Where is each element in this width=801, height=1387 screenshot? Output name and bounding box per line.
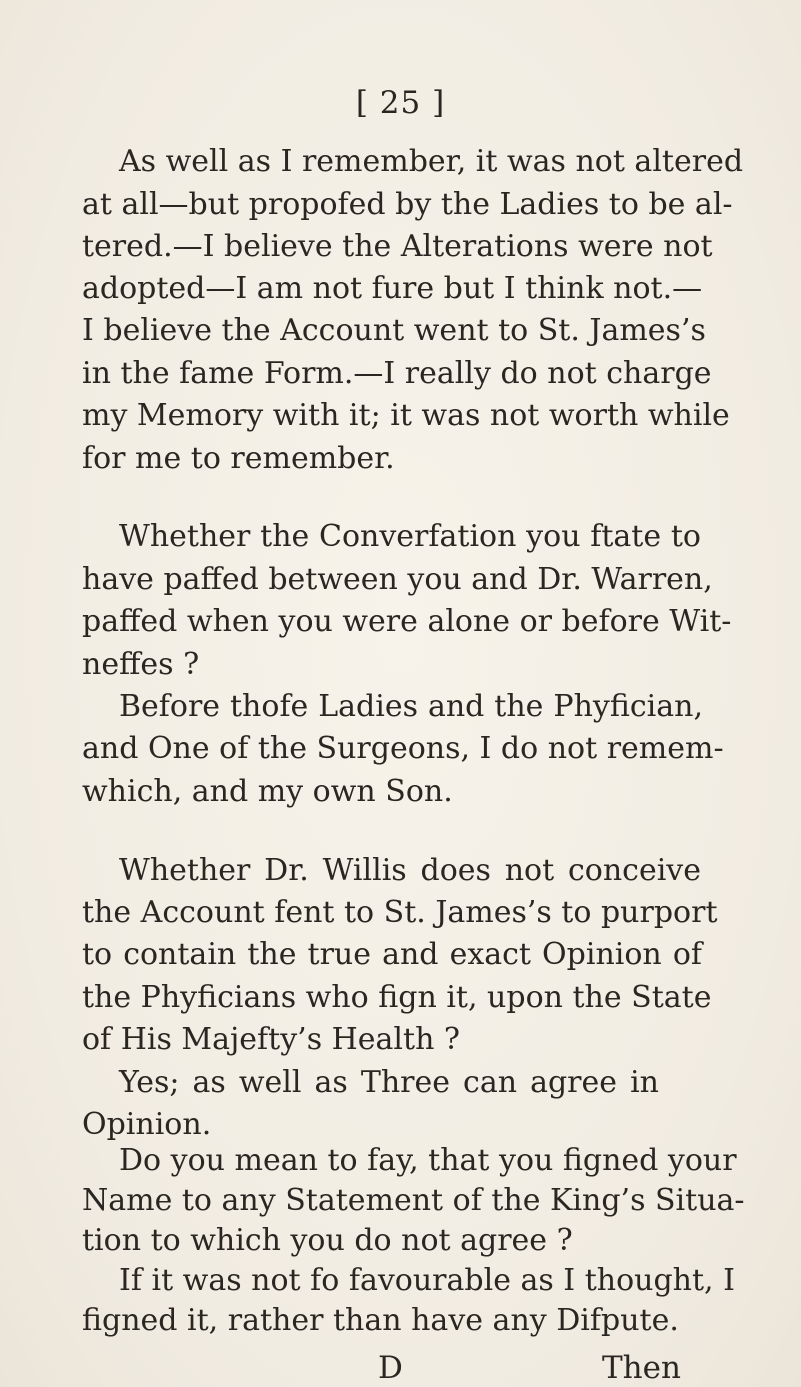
catchword: Then	[602, 1350, 681, 1386]
text-line: Whether the Converfation you ftate to	[119, 519, 701, 554]
text-line: Opinion.	[82, 1107, 212, 1142]
text-line: If it was not fo favourable as I thought, I	[119, 1263, 735, 1298]
text-line: in the fame Form.—I really do not charge	[82, 356, 712, 391]
text-line: and One of the Surgeons, I do not remem-	[82, 731, 724, 766]
text-line: neffes ?	[82, 647, 200, 682]
text-line: paffed when you were alone or before Wit-	[82, 604, 732, 639]
text-line: adopted—I am not fure but I think not.—	[82, 271, 703, 306]
text-line: at all—but propofed by the Ladies to be al-	[82, 187, 733, 222]
text-line: tion to which you do not agree ?	[82, 1223, 573, 1258]
text-line: Do you mean to fay, that you figned your	[119, 1143, 737, 1178]
signature-mark: D	[378, 1350, 403, 1386]
text-line: for me to remember.	[82, 441, 395, 476]
text-line: the Phyficians who fign it, upon the State	[82, 980, 712, 1015]
text-line: my Memory with it; it was not worth while	[82, 398, 730, 433]
text-line: which, and my own Son.	[82, 774, 453, 809]
text-line: Before thofe Ladies and the Phyfician,	[119, 689, 703, 724]
text-line: Yes; as well as Three can agree in	[119, 1065, 659, 1100]
text-line: Name to any Statement of the King’s Situa-	[82, 1183, 745, 1218]
text-line: tered.—I believe the Alterations were not	[82, 229, 713, 264]
text-line: have paffed between you and Dr. Warren,	[82, 562, 713, 597]
text-line: Whether Dr. Willis does not conceive	[119, 853, 701, 888]
text-line: to contain the true and exact Opinion of	[82, 937, 702, 972]
text-line: of His Majefty’s Health ?	[82, 1022, 461, 1057]
text-line: I believe the Account went to St. James’s	[82, 313, 706, 348]
text-line: the Account fent to St. James’s to purport	[82, 895, 718, 930]
text-line: figned it, rather than have any Difpute.	[82, 1303, 679, 1338]
page-number: [ 25 ]	[355, 85, 446, 121]
text-line: As well as I remember, it was not altered	[119, 144, 744, 179]
